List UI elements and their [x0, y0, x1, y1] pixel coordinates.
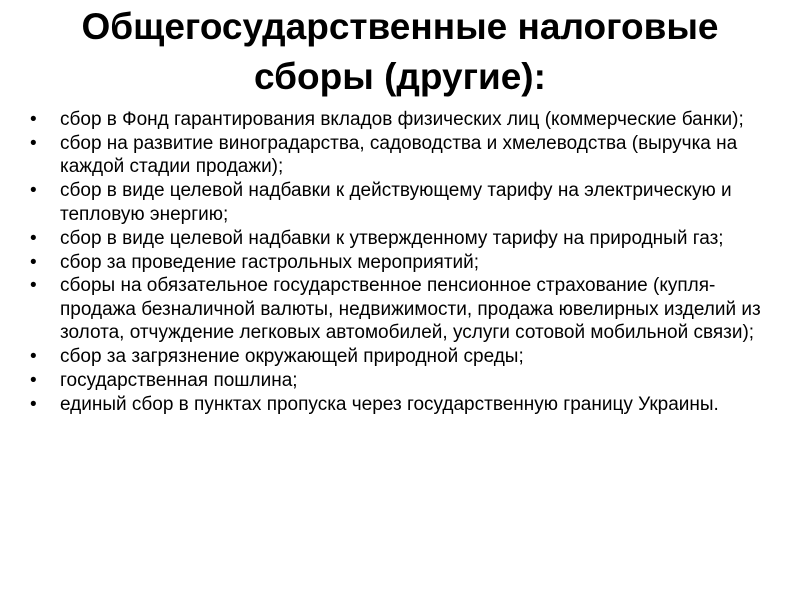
bullet-marker-icon: •	[30, 275, 37, 297]
bullet-text: сбор за загрязнение окружающей природной среды;	[60, 346, 524, 368]
slide-title-line-1: Общегосударственные налоговые	[81, 6, 719, 47]
bullet-item	[30, 345, 790, 369]
bullet-item	[30, 274, 790, 345]
bullet-marker-icon: •	[30, 109, 37, 130]
bullet-text: сбор в виде целевой надбавки к действующему тарифу на электрическую и тепловую энергию;	[60, 180, 732, 225]
bullet-marker-icon: •	[30, 227, 37, 249]
bullet-text: сбор за проведение гастрольных мероприятий;	[60, 251, 480, 273]
slide-title-line-2: сборы (другие):	[254, 56, 546, 97]
bullet-text: сбор в виде целевой надбавки к утвержденному тарифу на природный газ;	[60, 227, 724, 249]
bullet-text: сборы на обязательное государственное пенсионное страхование (купля-продажа безналичной валюты, недвижимости, продажа ювелирных изделий из золота, отчуждение легковых автомобилей, услуги сотовой мобильной связи);	[60, 275, 761, 344]
bullet-marker-icon: •	[30, 394, 37, 416]
bullet-item	[30, 108, 790, 132]
bullet-text: государственная пошлина;	[60, 370, 298, 392]
bullet-marker-icon: •	[30, 251, 37, 273]
bullet-item	[30, 132, 790, 179]
bullet-item	[30, 369, 790, 393]
bullet-item	[30, 227, 790, 251]
bullet-marker-icon: •	[30, 132, 37, 154]
bullet-text: сбор на развитие виноградарства, садоводства и хмелеводства (выручка на каждой стадии продажи);	[60, 132, 738, 178]
bullet-text: сбор в Фонд гарантирования вкладов физических лиц (коммерческие банки);	[60, 109, 744, 130]
bullet-marker-icon: •	[30, 180, 37, 202]
bullet-list	[30, 108, 790, 417]
bullet-text: единый сбор в пунктах пропуска через государственную границу Украины.	[60, 394, 719, 416]
bullet-item	[30, 393, 790, 417]
bullet-item	[30, 251, 790, 275]
bullet-marker-icon: •	[30, 346, 37, 368]
slide-title	[60, 2, 740, 102]
bullet-item	[30, 179, 790, 226]
bullet-marker-icon: •	[30, 370, 37, 392]
